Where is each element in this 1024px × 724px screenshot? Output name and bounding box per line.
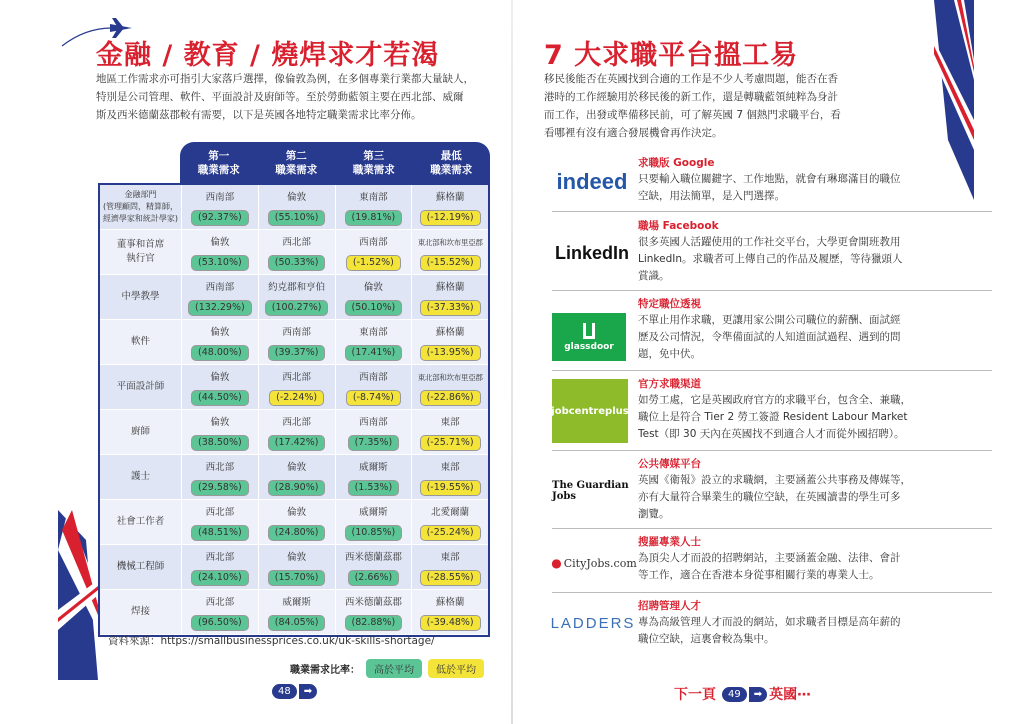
row-label: 機械工程師 <box>100 545 182 589</box>
next-page-trail: 英國⋯ <box>769 687 812 703</box>
demand-rate-badge: (84.05%) <box>268 615 326 631</box>
intro-line: 斯及西米德蘭茲郡較有需要，以下是英國各地特定職業需求比率分佈。 <box>96 109 422 121</box>
region-name: 東部 <box>440 417 460 428</box>
header-first: 第一 職業需求 <box>197 150 240 176</box>
table-row <box>100 545 488 590</box>
region-name: 東南部 <box>359 327 388 338</box>
platform-desc: 如勞工處，它是英國政府官方的求職平台，包含全、兼職， 職位上是符合 Tier 2 勞工簽證 Resident Labour Market Test（即 30 天內在英國找不到適合人才而從外國招聘）。 <box>638 394 911 440</box>
region-name: 西南部 <box>359 237 388 248</box>
row-label: 焊接 <box>100 590 182 634</box>
page-title: 金融 / 教育 / 燒焊求才若渴 <box>96 40 440 71</box>
table-body <box>98 183 490 637</box>
demand-rate-badge: (19.81%) <box>345 210 403 226</box>
table-cell <box>336 320 413 364</box>
demand-rate-badge: (132.29%) <box>188 300 252 316</box>
demand-rate-badge: (28.90%) <box>268 480 326 496</box>
platform-title: 招聘管理人才 <box>638 600 701 612</box>
region-name: 倫敦 <box>210 327 230 338</box>
header-third: 第三 職業需求 <box>352 150 395 176</box>
table-cell <box>336 410 413 454</box>
demand-rate-badge: (24.80%) <box>268 525 326 541</box>
arrow-right-icon: ➡ <box>749 687 767 702</box>
source-note: 資料來源：https://smallbusinessprices.co.uk/uk-skills-shortage/ <box>108 635 435 647</box>
table-cell <box>336 230 413 274</box>
region-name: 威爾斯 <box>359 507 388 518</box>
demand-rate-badge: (17.42%) <box>268 435 326 451</box>
region-name: 西北部 <box>205 462 235 473</box>
demand-rate-badge: (82.88%) <box>345 615 403 631</box>
table-row <box>100 410 488 455</box>
table-row <box>100 365 488 410</box>
region-name: 倫敦 <box>210 237 230 248</box>
table-cell <box>336 500 413 544</box>
demand-rate-badge: (-28.55%) <box>420 570 481 586</box>
page-number <box>272 684 317 699</box>
jobcentreplus-logo: jobcentreplus <box>552 379 628 443</box>
table-row <box>100 455 488 500</box>
demand-rate-badge: (38.50%) <box>191 435 249 451</box>
table-cell <box>336 590 413 634</box>
glassdoor-logo: glassdoor <box>552 313 626 361</box>
platform-desc: 英國《衛報》設立的求職網，主要涵蓋公共事務及傳媒等， 亦有大量符合畢業生的職位空缺，在英國讀書的學生可多 瀏覽。 <box>638 474 911 520</box>
legend <box>290 659 484 678</box>
table-row <box>100 320 488 365</box>
list-item <box>552 531 992 593</box>
platform-title: 官方求職渠道 <box>638 378 701 390</box>
region-name: 倫敦 <box>363 282 383 293</box>
demand-rate-badge: (17.41%) <box>345 345 403 361</box>
intro-paragraph <box>544 70 864 142</box>
header-lowest: 最低 職業需求 <box>430 150 473 176</box>
demand-rate-badge: (10.85%) <box>345 525 403 541</box>
table-cell <box>182 410 259 454</box>
region-name: 西南部 <box>359 372 388 383</box>
table-cell <box>259 185 336 229</box>
region-name: 西北部 <box>282 372 311 383</box>
region-name: 西南部 <box>359 417 388 428</box>
region-name: 西北部 <box>282 417 311 428</box>
region-name: 威爾斯 <box>282 597 311 608</box>
region-name: 蘇格蘭 <box>435 327 465 338</box>
table-cell <box>259 320 336 364</box>
region-name: 倫敦 <box>210 372 230 383</box>
row-label: 護士 <box>100 455 182 499</box>
platform-desc: 為頂尖人才而設的招聘網站，主要涵蓋金融、法律、會計 等工作，適合在香港本身從事相關行業的專業人士。 <box>638 552 901 581</box>
table-cell <box>336 275 413 319</box>
table-cell <box>259 500 336 544</box>
page-number-value: 48 <box>272 684 297 699</box>
platform-title: 特定職位透視 <box>638 298 701 310</box>
intro-line: 移民後能否在英國找到合適的工作是不少人考慮問題，能否在香 <box>544 73 838 85</box>
row-label: 中學教學 <box>100 275 182 319</box>
intro-line: 地區工作需求亦可指引大家落戶選擇，像倫敦為例，在多個專業行業都大量缺人， <box>96 73 474 85</box>
platform-title: 搜羅專業人士 <box>638 536 701 548</box>
table-cell <box>412 320 488 364</box>
table-cell <box>336 185 413 229</box>
row-label: 社會工作者 <box>100 500 182 544</box>
region-name: 蘇格蘭 <box>435 597 465 608</box>
region-name: 西米德蘭茲郡 <box>344 597 402 608</box>
demand-rate-badge: (53.10%) <box>191 255 249 271</box>
region-name: 東南部 <box>359 192 388 203</box>
right-page <box>512 0 1024 724</box>
table-cell <box>182 545 259 589</box>
demand-rate-badge: (-25.71%) <box>420 435 481 451</box>
demand-rate-badge: (-37.33%) <box>420 300 481 316</box>
table-cell <box>412 230 488 274</box>
demand-rate-badge: (92.37%) <box>191 210 249 226</box>
platform-desc: 只要輸入職位關鍵字、工作地點，就會有琳瑯滿目的職位 空缺，用法簡單，是入門選擇。 <box>638 173 901 202</box>
row-label: 金融部門 (管理顧問，精算師， 經濟學家和統計學家) <box>100 185 182 229</box>
table-cell <box>412 500 488 544</box>
table-cell <box>259 230 336 274</box>
platform-title: 公共傳媒平台 <box>638 458 701 470</box>
region-name: 東部 <box>440 462 460 473</box>
demand-rate-badge: (-39.48%) <box>420 615 481 631</box>
table-cell <box>182 590 259 634</box>
table-cell <box>259 275 336 319</box>
region-name: 西北部 <box>205 507 235 518</box>
table-cell <box>336 365 413 409</box>
region-name: 蘇格蘭 <box>435 282 465 293</box>
demand-rate-badge: (-12.19%) <box>420 210 481 226</box>
demand-rate-badge: (1.53%) <box>348 480 400 496</box>
table-cell <box>259 410 336 454</box>
demand-rate-badge: (-1.52%) <box>346 255 401 271</box>
table-cell <box>182 275 259 319</box>
table-cell <box>259 545 336 589</box>
list-item <box>552 152 992 212</box>
list-item <box>552 595 992 651</box>
region-name: 西北部 <box>205 597 235 608</box>
demand-rate-badge: (96.50%) <box>191 615 249 631</box>
ladders-logo: LADDERS <box>550 614 636 632</box>
table-row <box>100 275 488 320</box>
region-name: 倫敦 <box>287 507 307 518</box>
region-name: 倫敦 <box>210 417 230 428</box>
demand-rate-badge: (50.33%) <box>268 255 326 271</box>
legend-above-average: 高於平均 <box>366 659 422 678</box>
row-label: 軟件 <box>100 320 182 364</box>
row-label: 平面設計師 <box>100 365 182 409</box>
table-row <box>100 185 488 230</box>
intro-line: 而工作，出發或準備移民前，可了解英國 7 個熱門求職平台，看 <box>544 109 841 121</box>
region-name: 北愛爾蘭 <box>431 507 470 518</box>
page-number-value: 49 <box>722 687 747 702</box>
demand-rate-badge: (-15.52%) <box>420 255 481 271</box>
platform-desc: 不單止用作求職，更讓用家公開公司職位的薪酬、面試經 歷及公司情況，令準備面試的人知道面試過程、遇到的問 題，免中伏。 <box>638 314 901 360</box>
region-name: 約克郡和亨伯 <box>268 282 326 293</box>
table-cell <box>182 230 259 274</box>
list-item <box>552 293 992 371</box>
demand-rate-badge: (39.37%) <box>268 345 326 361</box>
cityjobs-dot-icon: ● <box>551 556 562 570</box>
region-name: 倫敦 <box>287 192 307 203</box>
arrow-right-icon: ➡ <box>299 684 317 699</box>
demand-rate-badge: (-8.74%) <box>346 390 401 406</box>
next-page-nav[interactable] <box>674 684 811 704</box>
table-cell <box>182 365 259 409</box>
table-cell <box>412 590 488 634</box>
intro-paragraph <box>96 70 496 124</box>
demand-rate-badge: (7.35%) <box>348 435 400 451</box>
region-name: 蘇格蘭 <box>435 192 465 203</box>
table-row <box>100 590 488 635</box>
list-item <box>552 453 992 529</box>
table-cell <box>182 455 259 499</box>
header-second: 第二 職業需求 <box>275 150 318 176</box>
region-name: 倫敦 <box>287 552 307 563</box>
demand-rate-badge: (100.27%) <box>265 300 329 316</box>
table-cell <box>412 455 488 499</box>
page-title: 7 大求職平台搵工易 <box>544 40 799 71</box>
region-name: 倫敦 <box>287 462 307 473</box>
table-row <box>100 230 488 275</box>
demand-rate-badge: (-25.24%) <box>420 525 481 541</box>
row-label: 董事和首席 執行官 <box>100 230 182 274</box>
glassdoor-icon <box>583 323 595 339</box>
list-item <box>552 373 992 451</box>
region-name: 西北部 <box>282 237 311 248</box>
table-cell <box>412 365 488 409</box>
platform-desc: 很多英國人活躍使用的工作社交平台，大學更會開班教用 LinkedIn。求職者可上傳自己的作品及履歷，等待獵頭人 賞識。 <box>638 236 903 282</box>
region-name: 西北部 <box>205 552 235 563</box>
demand-rate-badge: (15.70%) <box>268 570 326 586</box>
table-cell <box>336 545 413 589</box>
demand-rate-badge: (24.10%) <box>191 570 249 586</box>
platform-desc: 專為高級管理人才而設的網站，如求職者目標是高年薪的 職位空缺，這裏會較為集中。 <box>638 616 901 645</box>
demand-rate-badge: (-2.24%) <box>269 390 324 406</box>
guardian-jobs-logo: The Guardian Jobs <box>552 480 629 502</box>
platform-title: 求職版 Google <box>638 157 715 169</box>
indeed-logo: indeed <box>556 169 628 194</box>
table-header <box>180 142 490 184</box>
region-name: 威爾斯 <box>359 462 388 473</box>
table-cell <box>182 320 259 364</box>
demand-rate-badge: (2.66%) <box>348 570 400 586</box>
table-cell <box>336 455 413 499</box>
demand-rate-badge: (-19.55%) <box>420 480 481 496</box>
region-name: 東北部和坎布里亞郡 <box>417 238 483 247</box>
demand-rate-badge: (29.58%) <box>191 480 249 496</box>
table-cell <box>412 185 488 229</box>
legend-title: 職業需求比率： <box>290 665 360 676</box>
region-name: 西南部 <box>282 327 311 338</box>
demand-rate-badge: (-13.95%) <box>420 345 481 361</box>
table-cell <box>412 410 488 454</box>
demand-rate-badge: (-22.86%) <box>420 390 481 406</box>
table-cell <box>259 590 336 634</box>
table-cell <box>259 365 336 409</box>
cityjobs-logo: ● CityJobs.com <box>551 556 637 570</box>
demand-rate-badge: (48.51%) <box>191 525 249 541</box>
linkedin-logo: LinkedIn <box>554 242 629 263</box>
demand-rate-badge: (44.50%) <box>191 390 249 406</box>
intro-line: 港時的工作經驗用於移民後的新工作，還是轉職藍領純粹為身計 <box>544 91 838 103</box>
table-cell <box>182 185 259 229</box>
list-item <box>552 215 992 291</box>
demand-rate-badge: (50.10%) <box>345 300 403 316</box>
region-name: 西米德蘭茲郡 <box>344 552 402 563</box>
legend-below-average: 低於平均 <box>428 659 484 678</box>
table-row <box>100 500 488 545</box>
region-name: 西南部 <box>205 192 235 203</box>
table-cell <box>259 455 336 499</box>
table-cell <box>412 275 488 319</box>
intro-line: 特別是公司管理、軟件、平面設計及廚師等。至於勞動藍領主要在西北部、威爾 <box>96 91 464 103</box>
region-name: 東部 <box>440 552 460 563</box>
row-label: 廚師 <box>100 410 182 454</box>
table-cell <box>412 545 488 589</box>
region-name: 東北部和坎布里亞郡 <box>417 373 483 382</box>
demand-rate-badge: (55.10%) <box>268 210 326 226</box>
next-page-label: 下一頁 <box>674 687 716 703</box>
intro-line: 看哪裡有沒有適合發展機會再作決定。 <box>544 127 723 139</box>
table-cell <box>182 500 259 544</box>
region-name: 西南部 <box>205 282 235 293</box>
platform-title: 職場 Facebook <box>638 220 719 232</box>
demand-rate-badge: (48.00%) <box>191 345 249 361</box>
union-jack-flag <box>58 510 98 680</box>
